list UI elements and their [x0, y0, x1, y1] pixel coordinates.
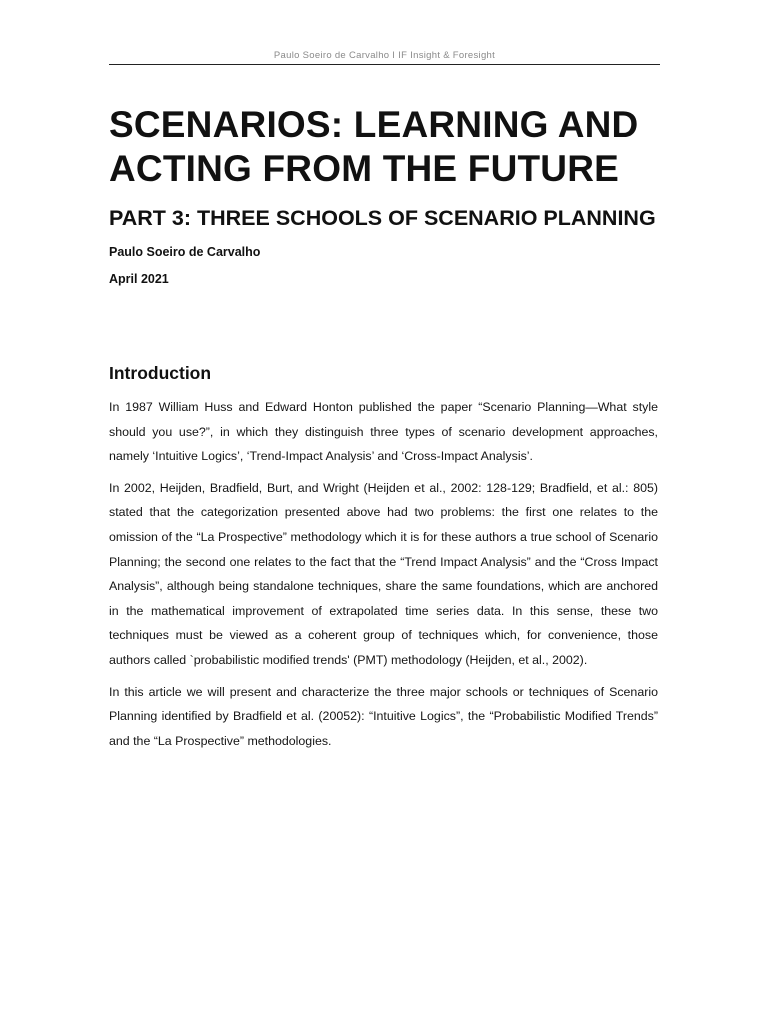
- document-subtitle: PART 3: THREE SCHOOLS OF SCENARIO PLANNING: [109, 206, 656, 230]
- paragraph: In 2002, Heijden, Bradfield, Burt, and Wright (Heijden et al., 2002: 128-129; Bradfield, et al.: 805) stated that the categorization presented above had two problems: the first one relates to the omission of the “La Prospective” methodology which it is for these authors a true school of Scenario Planning; the second one relates to the fact that the “Trend Impact Analysis” and the “Cross Impact Analysis”, although being standalone techniques, share the same foundations, which are anchored in the mathematical improvement of extrapolated time series data. In this sense, these two techniques must be viewed as a coherent group of techniques which, for convenience, those authors called `probabilistic modified trends' (PMT) methodology (Heijden, et al., 2002).: [109, 480, 658, 667]
- author-name: Paulo Soeiro de Carvalho: [109, 245, 261, 259]
- section-heading-introduction: Introduction: [109, 363, 212, 383]
- paragraph: In this article we will present and characterize the three major schools or techniques of Scenario Planning identified by Bradfield et al. (20052): “Intuitive Logics”, the “Probabilistic Modified Trends” and the “La Prospective” methodologies.: [109, 684, 658, 748]
- publication-date: April 2021: [109, 272, 169, 286]
- running-header: Paulo Soeiro de Carvalho I IF Insight & Foresight: [273, 50, 496, 61]
- header-divider: [109, 64, 660, 65]
- document-title: SCENARIOS: LEARNING AND ACTING FROM THE FUTURE: [109, 104, 639, 189]
- paragraph: In 1987 William Huss and Edward Honton published the paper “Scenario Planning—What style should you use?”, in which they distinguish three types of scenario development approaches, namely ‘Intuitive Logics’, ‘Trend-Impact Analysis’ and ‘Cross-Impact Analysis’.: [109, 400, 658, 464]
- introduction-body: [109, 395, 658, 760]
